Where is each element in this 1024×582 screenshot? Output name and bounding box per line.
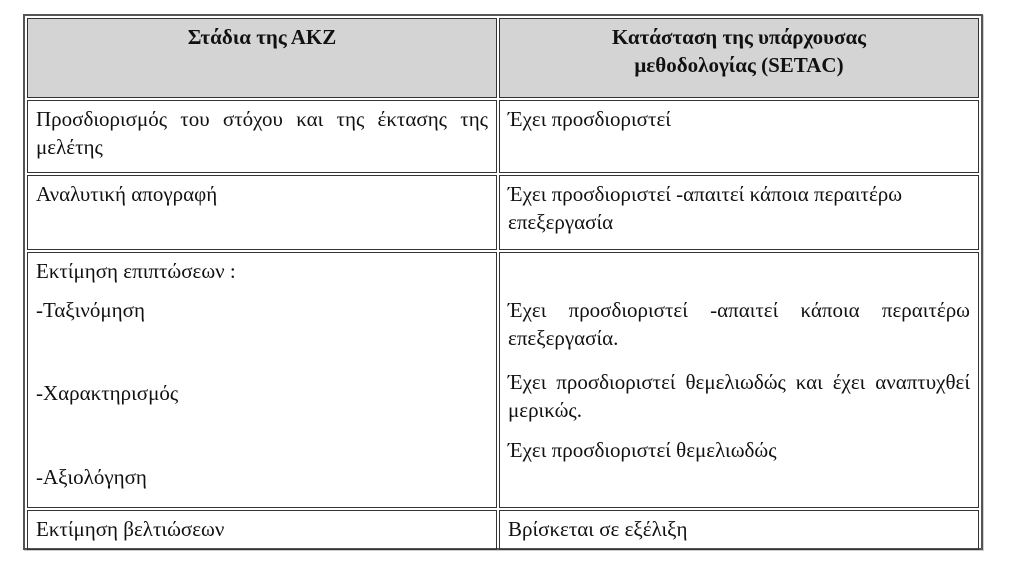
sub-stage-text: -Χαρακτηρισμός xyxy=(36,381,179,405)
status-text: Βρίσκεται σε εξέλιξη xyxy=(508,517,688,541)
sub-stage-text: -Ταξινόμηση xyxy=(36,298,145,322)
table-row xyxy=(27,510,979,550)
status-cell xyxy=(499,175,979,250)
status-cell xyxy=(499,252,979,508)
methodology-table xyxy=(25,16,981,552)
stage-text: Εκτίμηση βελτιώσεων xyxy=(36,517,225,541)
header-status-line2: μεθοδολογίας (SETAC) xyxy=(634,53,844,77)
status-text: Έχει προσδιοριστεί xyxy=(508,107,671,131)
header-stage-label: Στάδια της ΑΚΖ xyxy=(187,25,337,49)
stage-text: Αναλυτική απογραφή xyxy=(36,182,218,206)
status-cell xyxy=(499,510,979,550)
table-header-row xyxy=(27,18,979,98)
table-row xyxy=(27,252,979,508)
status-text: Έχει προσδιοριστεί -απαιτεί κάποια περαιτέρω επεξεργασία xyxy=(508,182,903,234)
stage-cell xyxy=(27,510,497,550)
table-row xyxy=(27,175,979,250)
header-status-line1: Κατάσταση της υπάρχουσας xyxy=(611,25,867,49)
header-stage xyxy=(27,18,497,98)
stage-cell xyxy=(27,252,497,508)
stage-cell xyxy=(27,100,497,173)
stage-text: Προσδιορισμός του στόχου και της έκτασης της μελέτης xyxy=(36,107,488,159)
methodology-table-frame xyxy=(23,14,983,550)
sub-status-text: Έχει προσδιοριστεί θεμελιωδώς xyxy=(508,438,777,462)
table-row xyxy=(27,100,979,173)
stage-cell xyxy=(27,175,497,250)
sub-stage-text: -Αξιολόγηση xyxy=(36,465,147,489)
header-status xyxy=(499,18,979,98)
sub-status-text: Έχει προσδιοριστεί θεμελιωδώς και έχει αναπτυχθεί μερικώς. xyxy=(508,370,970,422)
status-cell xyxy=(499,100,979,173)
stage-text: Εκτίμηση επιπτώσεων : xyxy=(36,259,236,283)
sub-status-text: Έχει προσδιοριστεί -απαιτεί κάποια περαιτέρω επεξεργασία. xyxy=(508,298,970,350)
